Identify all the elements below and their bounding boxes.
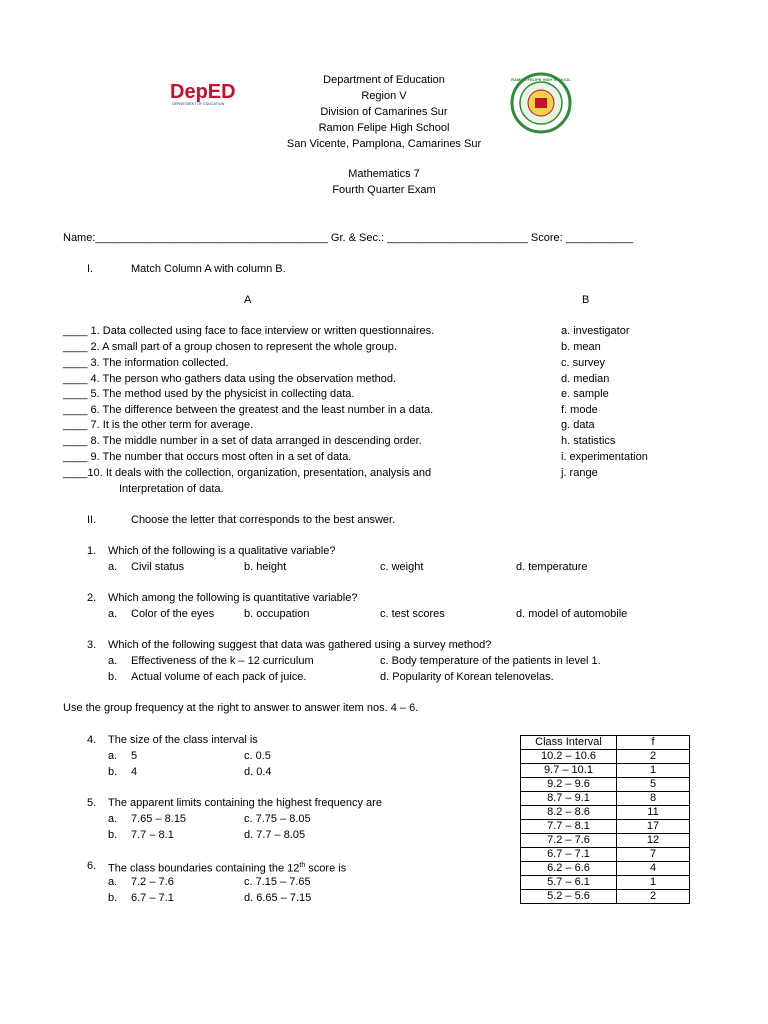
option-label: a. — [108, 813, 118, 825]
option-a: 7.65 – 8.15 — [131, 813, 187, 825]
match-item-continuation: Interpretation of data. — [119, 483, 224, 495]
option-a: Civil status — [131, 561, 185, 573]
option-d: d. 0.4 — [244, 766, 272, 778]
match-question: ____ 1. Data collected using face to face interview or written questionnaires. — [63, 325, 435, 337]
table-row — [521, 876, 690, 890]
match-item — [63, 450, 723, 464]
exam-title — [0, 166, 768, 198]
match-item — [63, 418, 723, 432]
match-answer: h. statistics — [561, 435, 616, 447]
match-answer: i. experimentation — [561, 451, 648, 463]
match-answer: c. survey — [561, 357, 606, 369]
part2-instruction: Choose the letter that corresponds to the best answer. — [131, 514, 396, 526]
match-question: ____ 2. A small part of a group chosen to represent the whole group. — [63, 341, 397, 353]
table-cell: 2 — [617, 750, 690, 764]
match-question: ____ 3. The information collected. — [63, 357, 229, 369]
question-number: 6. — [87, 860, 97, 872]
table-cell: 1 — [617, 764, 690, 778]
option-label: a. — [108, 655, 118, 667]
table-cell: 11 — [617, 806, 690, 820]
student-info-line: Name:______________________________________ Gr. & Sec.: _______________________ Score: ___________ — [63, 232, 634, 244]
table-cell: 6.7 – 7.1 — [521, 848, 617, 862]
option-c: c. Body temperature of the patients in level 1. — [380, 655, 601, 667]
table-cell: 7.7 – 8.1 — [521, 820, 617, 834]
table-row — [521, 890, 690, 904]
subject-title: Mathematics 7 — [348, 168, 420, 180]
option-d: d. 7.7 – 8.05 — [244, 829, 306, 841]
header-line-5: San Vicente, Pamplona, Camarines Sur — [286, 138, 482, 150]
question-text — [108, 859, 346, 876]
option-label: a. — [108, 608, 118, 620]
header-line-2: Region V — [361, 90, 407, 102]
option-d: d. 6.65 – 7.15 — [244, 892, 312, 904]
svg-text:DEPARTMENT OF EDUCATION: DEPARTMENT OF EDUCATION — [172, 102, 225, 106]
option-a: Effectiveness of the k – 12 curriculum — [131, 655, 314, 667]
question-number: 5. — [87, 797, 97, 809]
match-item — [63, 356, 723, 370]
table-cell: 1 — [617, 876, 690, 890]
option-b: 6.7 – 7.1 — [131, 892, 174, 904]
header-line-4: Ramon Felipe High School — [318, 122, 450, 134]
table-cell: 9.2 – 9.6 — [521, 778, 617, 792]
option-label: a. — [108, 876, 118, 888]
option-d: d. model of automobile — [516, 608, 628, 620]
option-a: 5 — [131, 750, 138, 762]
frequency-table — [520, 735, 690, 904]
match-item — [63, 434, 723, 448]
school-header — [0, 72, 768, 152]
svg-text:RAMON FELIPE HIGH SCHOOL: RAMON FELIPE HIGH SCHOOL — [511, 77, 571, 82]
question-text: The size of the class interval is — [108, 734, 258, 746]
option-b: 4 — [131, 766, 138, 778]
option-c: c. 7.75 – 8.05 — [244, 813, 311, 825]
table-row — [521, 834, 690, 848]
ordinal-suffix: th — [299, 862, 306, 869]
table-cell: 12 — [617, 834, 690, 848]
table-cell: 4 — [617, 862, 690, 876]
column-a-heading: A — [244, 294, 252, 306]
match-item — [63, 466, 723, 480]
table-cell: 5.2 – 5.6 — [521, 890, 617, 904]
match-question: ____10. It deals with the collection, organization, presentation, analysis and — [63, 467, 432, 479]
option-b: b. height — [244, 561, 287, 573]
match-question: ____ 9. The number that occurs most often in a set of data. — [63, 451, 352, 463]
option-label: a. — [108, 561, 118, 573]
question-text: The apparent limits containing the highest frequency are — [108, 797, 382, 809]
match-item — [63, 340, 723, 354]
question-text: Which among the following is quantitative variable? — [108, 592, 358, 604]
match-item — [63, 403, 723, 417]
match-answer: e. sample — [561, 388, 609, 400]
match-answer: g. data — [561, 419, 595, 431]
option-c: c. test scores — [380, 608, 445, 620]
column-b-heading: B — [582, 294, 590, 306]
svg-text:DepED: DepED — [170, 81, 236, 103]
table-row — [521, 764, 690, 778]
match-answer: b. mean — [561, 341, 601, 353]
match-item — [63, 324, 723, 338]
table-cell: 8.7 – 9.1 — [521, 792, 617, 806]
column-header-frequency: f — [617, 736, 690, 750]
question-text: Which of the following suggest that data was gathered using a survey method? — [108, 639, 492, 651]
exam-name: Fourth Quarter Exam — [332, 184, 436, 196]
table-row — [521, 792, 690, 806]
table-row — [521, 820, 690, 834]
table-cell: 8 — [617, 792, 690, 806]
table-row — [521, 862, 690, 876]
table-cell: 8.2 – 8.6 — [521, 806, 617, 820]
option-c: c. 0.5 — [244, 750, 271, 762]
option-a: Color of the eyes — [131, 608, 215, 620]
match-answer: d. median — [561, 373, 610, 385]
table-cell: 7.2 – 7.6 — [521, 834, 617, 848]
question-number: 4. — [87, 734, 97, 746]
option-a: 7.2 – 7.6 — [131, 876, 174, 888]
table-cell: 17 — [617, 820, 690, 834]
option-c: c. weight — [380, 561, 424, 573]
table-row — [521, 750, 690, 764]
question-number: 1. — [87, 545, 97, 557]
table-cell: 7 — [617, 848, 690, 862]
table-cell: 2 — [617, 890, 690, 904]
match-question: ____ 5. The method used by the physicist in collecting data. — [63, 388, 355, 400]
match-answer: f. mode — [561, 404, 598, 416]
option-label: b. — [108, 671, 118, 683]
option-label: b. — [108, 892, 118, 904]
option-label: a. — [108, 750, 118, 762]
column-header-class-interval: Class Interval — [521, 736, 617, 750]
table-cell: 6.2 – 6.6 — [521, 862, 617, 876]
table-cell: 10.2 – 10.6 — [521, 750, 617, 764]
table-row — [521, 848, 690, 862]
match-question: ____ 7. It is the other term for average. — [63, 419, 254, 431]
option-b: Actual volume of each pack of juice. — [131, 671, 307, 683]
match-question: ____ 6. The difference between the greatest and the least number in a data. — [63, 404, 434, 416]
match-answer: a. investigator — [561, 325, 630, 337]
header-line-3: Division of Camarines Sur — [320, 106, 448, 118]
option-b: b. occupation — [244, 608, 310, 620]
match-item — [63, 387, 723, 401]
table-row — [521, 806, 690, 820]
match-answer: j. range — [561, 467, 598, 479]
option-d: d. Popularity of Korean telenovelas. — [380, 671, 554, 683]
match-question: ____ 8. The middle number in a set of data arranged in descending order. — [63, 435, 422, 447]
header-line-1: Department of Education — [323, 74, 445, 86]
option-b: 7.7 – 8.1 — [131, 829, 174, 841]
part1-instruction: Match Column A with column B. — [131, 263, 286, 275]
option-d: d. temperature — [516, 561, 588, 573]
match-item — [63, 372, 723, 386]
question-text-part: score is — [305, 862, 347, 875]
group-frequency-note: Use the group frequency at the right to answer to answer item nos. 4 – 6. — [63, 702, 419, 714]
table-row — [521, 778, 690, 792]
option-label: b. — [108, 829, 118, 841]
question-text-part: The class boundaries containing the 12 — [108, 862, 300, 875]
table-header-row — [521, 736, 690, 750]
option-c: c. 7.15 – 7.65 — [244, 876, 311, 888]
part1-numeral: I. — [87, 263, 94, 275]
match-question: ____ 4. The person who gathers data using the observation method. — [63, 373, 397, 385]
table-cell: 5 — [617, 778, 690, 792]
question-number: 3. — [87, 639, 97, 651]
table-cell: 9.7 – 10.1 — [521, 764, 617, 778]
question-text: Which of the following is a qualitative variable? — [108, 545, 336, 557]
part2-numeral: II. — [87, 514, 97, 526]
option-label: b. — [108, 766, 118, 778]
question-number: 2. — [87, 592, 97, 604]
table-cell: 5.7 – 6.1 — [521, 876, 617, 890]
